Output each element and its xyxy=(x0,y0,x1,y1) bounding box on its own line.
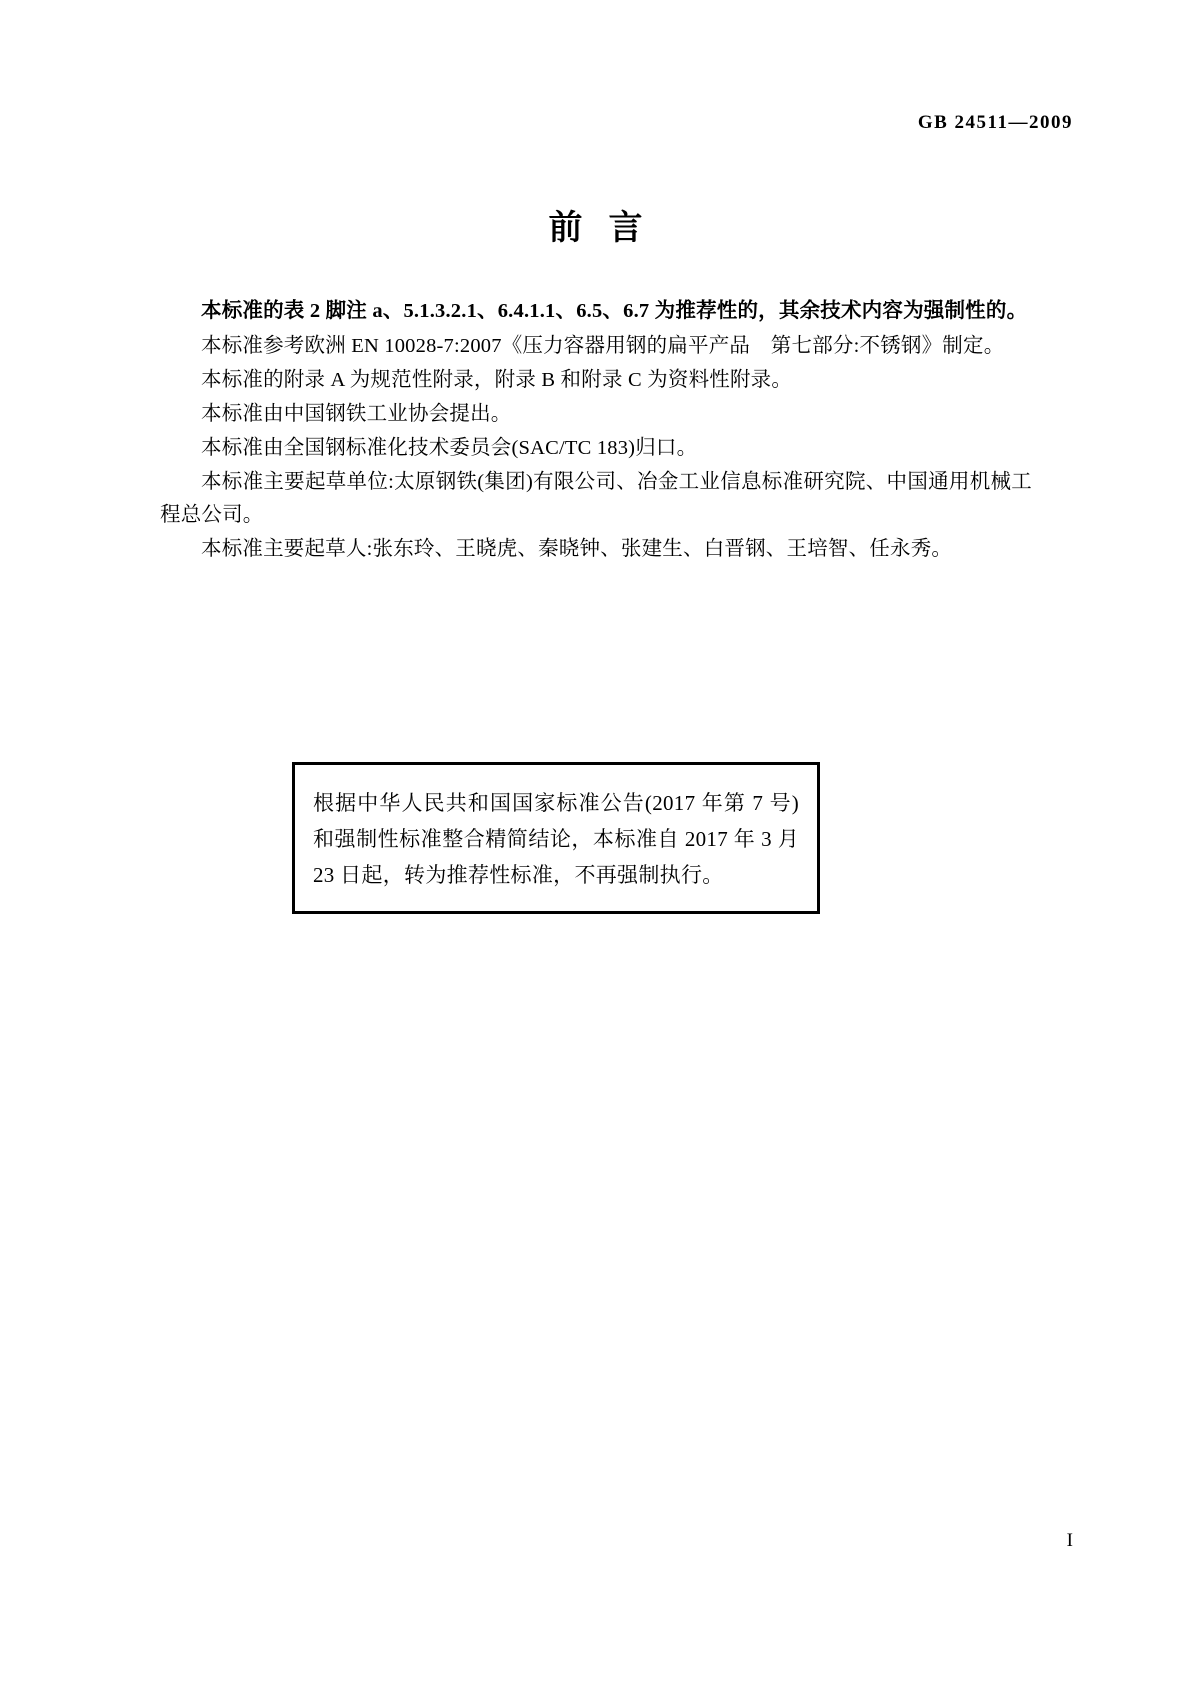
paragraph: 本标准的附录 A 为规范性附录，附录 B 和附录 C 为资料性附录。 xyxy=(201,369,793,391)
notice-box xyxy=(292,762,820,914)
paragraph: 本标准的表 2 脚注 a、5.1.3.2.1、6.4.1.1、6.5、6.7 为推荐性的，其余技术内容为强制性的。 xyxy=(201,300,1028,322)
paragraph: 本标准由中国钢铁工业协会提出。 xyxy=(201,403,512,425)
paragraph: 本标准参考欧洲 EN 10028-7:2007《压力容器用钢的扁平产品 第七部分:不锈钢》制定。 xyxy=(201,335,1005,357)
paragraph: 本标准主要起草人:张东玲、王晓虎、秦晓钟、张建生、白晋钢、王培智、任永秀。 xyxy=(201,538,953,560)
page-title: 前言 xyxy=(548,208,669,248)
standard-number-header: GB 24511—2009 xyxy=(917,112,1073,133)
page-number: I xyxy=(1066,1530,1073,1551)
paragraph: 本标准由全国钢标准化技术委员会(SAC/TC 183)归口。 xyxy=(201,437,698,459)
notice-text: 根据中华人民共和国国家标准公告(2017 年第 7 号)和强制性标准整合精简结论，本标准自 2017 年 3 月 23 日起，转为推荐性标准，不再强制执行。 xyxy=(313,791,799,887)
paragraph: 本标准主要起草单位:太原钢铁(集团)有限公司、冶金工业信息标准研究院、中国通用机械工程总公司。 xyxy=(160,471,1032,526)
foreword-body xyxy=(160,295,1032,567)
